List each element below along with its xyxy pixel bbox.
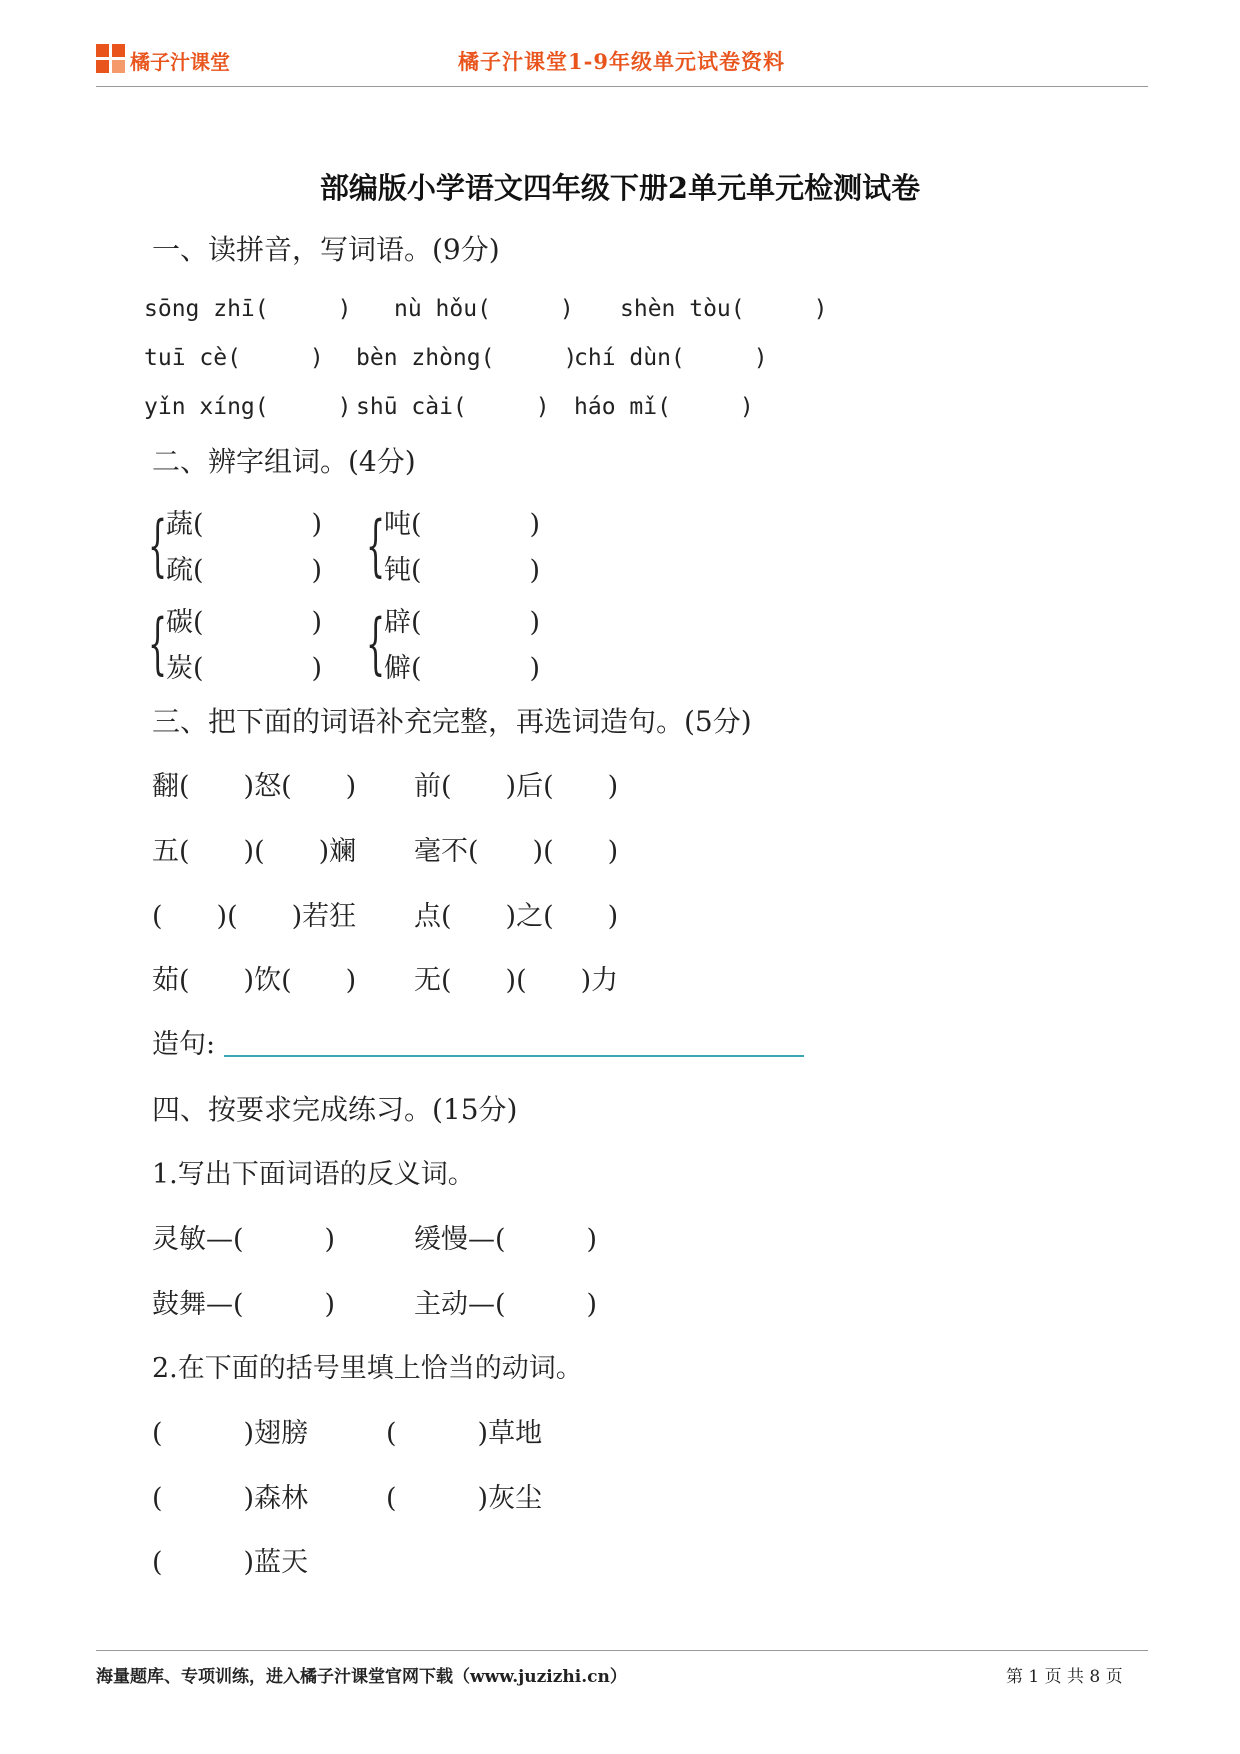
verb-item: ( )翅膀 [152, 1418, 309, 1449]
question-1-label: 1.写出下面词语的反义词。 [152, 1159, 475, 1190]
question-2-label: 2.在下面的括号里填上恰当的动词。 [152, 1353, 583, 1384]
header-title: 橘子汁课堂1-9年级单元试卷资料 [458, 49, 785, 74]
idiom-item: 茹( )饮( ) [152, 965, 357, 996]
antonym-item: 主动—( ) [414, 1289, 598, 1320]
idiom-item: 翻( )怒( ) [152, 771, 357, 802]
idiom-item: ( )( )若狂 [152, 901, 357, 932]
pinyin-item: sōng zhī( ) [144, 296, 352, 322]
char-word-item: 僻( ) [384, 653, 541, 684]
brace-icon: { [148, 508, 168, 586]
section-2-heading: 二、辨字组词。(4分) [152, 445, 416, 478]
logo-icon [96, 44, 126, 74]
idiom-item: 前( )后( ) [414, 771, 619, 802]
sentence-label: 造句: [152, 1029, 216, 1060]
pinyin-item: nù hǒu( ) [394, 296, 574, 322]
pinyin-item: háo mǐ( ) [574, 394, 754, 420]
pinyin-item: shū cài( ) [356, 394, 550, 420]
antonym-item: 灵敏—( ) [152, 1224, 336, 1255]
brace-icon: { [148, 606, 168, 684]
antonym-item: 缓慢—( ) [414, 1224, 598, 1255]
header-divider [96, 86, 1148, 87]
char-word-item: 吨( ) [384, 509, 541, 540]
char-word-item: 蔬( ) [166, 509, 323, 540]
page-number: 第 1 页 共 8 页 [1006, 1667, 1123, 1687]
section-1-heading: 一、读拼音，写词语。(9分) [152, 233, 500, 266]
footer-divider [96, 1650, 1148, 1651]
verb-item: ( )草地 [386, 1418, 543, 1449]
pinyin-item: chí dùn( ) [574, 345, 768, 371]
brand-name: 橘子汁课堂 [130, 50, 230, 74]
idiom-item: 五( )( )斓 [152, 836, 357, 867]
pinyin-item: bèn zhòng( ) [356, 345, 578, 371]
verb-item: ( )灰尘 [386, 1483, 543, 1514]
antonym-item: 鼓舞—( ) [152, 1289, 336, 1320]
pinyin-item: yǐn xíng( ) [144, 394, 352, 420]
verb-item: ( )蓝天 [152, 1547, 309, 1578]
char-word-item: 钝( ) [384, 555, 541, 586]
brace-icon: { [366, 606, 386, 684]
idiom-item: 毫不( )( ) [414, 836, 619, 867]
idiom-item: 无( )( )力 [414, 965, 619, 996]
section-4-heading: 四、按要求完成练习。(15分) [152, 1093, 518, 1126]
footer-text: 海量题库、专项训练，进入橘子汁课堂官网下载（www.juzizhi.cn） [96, 1667, 627, 1687]
idiom-item: 点( )之( ) [414, 901, 619, 932]
sentence-answer-line[interactable] [224, 1055, 804, 1057]
page-title: 部编版小学语文四年级下册2单元单元检测试卷 [319, 171, 921, 205]
verb-item: ( )森林 [152, 1483, 309, 1514]
brace-icon: { [366, 508, 386, 586]
pinyin-item: shèn tòu( ) [620, 296, 828, 322]
char-word-item: 疏( ) [166, 555, 323, 586]
char-word-item: 碳( ) [166, 607, 323, 638]
section-3-heading: 三、把下面的词语补充完整，再选词造句。(5分) [152, 705, 752, 738]
pinyin-item: tuī cè( ) [144, 345, 324, 371]
char-word-item: 辟( ) [384, 607, 541, 638]
char-word-item: 炭( ) [166, 653, 323, 684]
